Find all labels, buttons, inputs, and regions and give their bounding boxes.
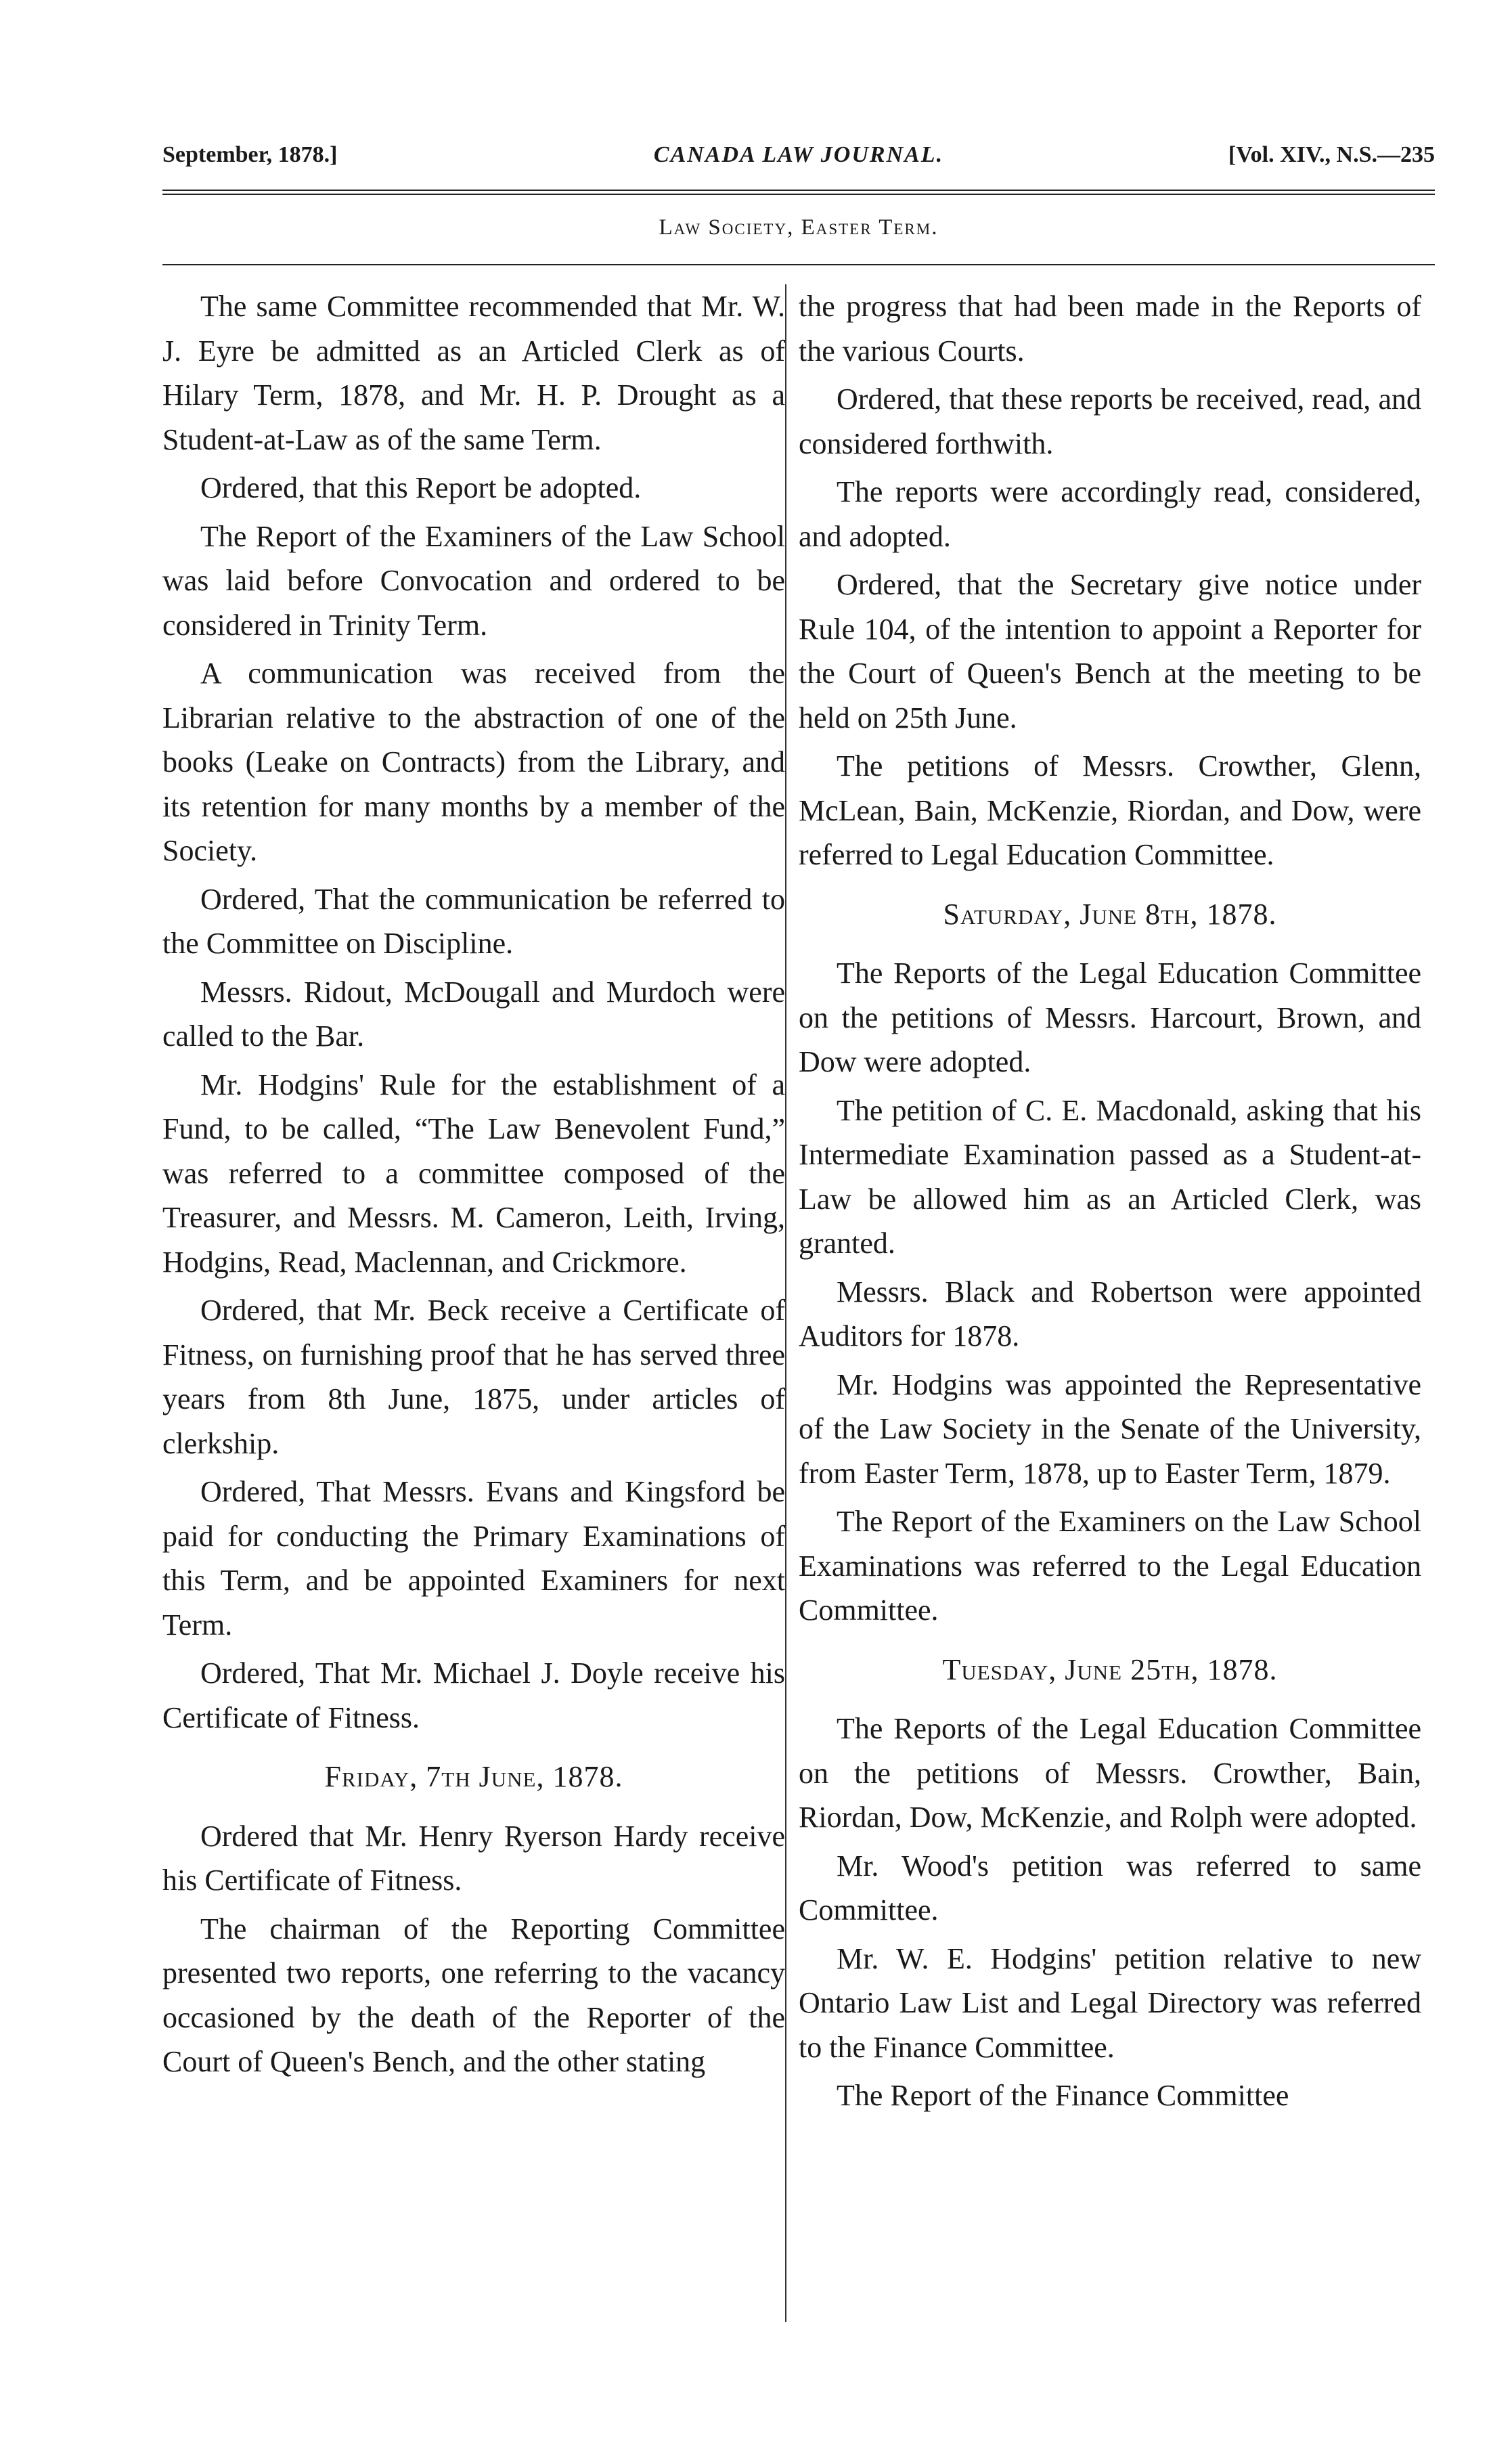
volume-page: [Vol. XIV., N.S.—235 — [1228, 142, 1435, 167]
column-divider — [785, 284, 786, 2322]
paragraph: Messrs. Ridout, McDougall and Murdoch were called to the Bar. — [162, 975, 785, 1053]
paragraph: Ordered that Mr. Henry Ryerson Hardy receive his Certificate of Fitness. — [162, 1819, 785, 1897]
left-column — [162, 284, 785, 2383]
paragraph: The chairman of the Reporting Committee presented two reports, one referring to the vacancy occasioned by the death of the Reporter of the Court of Queen's Bench, and the other stating — [162, 1912, 785, 2078]
paragraph: Ordered, that this Report be adopted. — [200, 471, 642, 504]
paragraph: The reports were accordingly read, considered, and adopted. — [799, 475, 1421, 553]
paragraph: Ordered, That Messrs. Evans and Kingsford be paid for conducting the Primary Examinations of this Term, and be appointed Examiners for next Term. — [162, 1475, 785, 1642]
header-rule-top — [162, 190, 1435, 191]
date-heading: Tuesday, June 25th, 1878. — [942, 1652, 1278, 1686]
paragraph: The Reports of the Legal Education Committee on the petitions of Messrs. Crowther, Bain, Riordan, Dow, McKenzie, and Rolph were adopted. — [799, 1712, 1421, 1834]
section-title: Law Society, Easter Term. — [659, 215, 939, 240]
paragraph: The petition of C. E. Macdonald, asking that his Intermediate Examination passed as a Student-at-Law be allowed him as an Articled Clerk, was granted. — [799, 1093, 1421, 1260]
paragraph: Mr. Hodgins was appointed the Representative of the Law Society in the Senate of the University, from Easter Term, 1878, up to Easter Term, 1879. — [799, 1367, 1421, 1490]
paragraph: The Reports of the Legal Education Committee on the petitions of Messrs. Harcourt, Brown, and Dow were adopted. — [799, 956, 1421, 1078]
right-column — [799, 284, 1421, 2383]
journal-title: CANADA LAW JOURNAL. — [653, 142, 944, 167]
paragraph: Mr. W. E. Hodgins' petition relative to new Ontario Law List and Legal Directory was referred to the Finance Committee. — [799, 1941, 1421, 2064]
paragraph: Mr. Wood's petition was referred to same Committee. — [799, 1849, 1421, 1927]
paragraph: Ordered, that the Secretary give notice under Rule 104, of the intention to appoint a Reporter for the Court of Queen's Bench at the meeting to be held on 25th June. — [799, 568, 1421, 734]
header-rule-bottom — [162, 194, 1435, 195]
date-heading: Friday, 7th June, 1878. — [324, 1760, 623, 1793]
paragraph: Messrs. Black and Robertson were appointed Auditors for 1878. — [799, 1275, 1421, 1353]
paragraph: The Report of the Examiners on the Law School Examinations was referred to the Legal Education Committee. — [799, 1505, 1421, 1627]
section-rule — [162, 264, 1435, 265]
paragraph: The petitions of Messrs. Crowther, Glenn, McLean, Bain, McKenzie, Riordan, and Dow, were referred to Legal Education Committee. — [799, 749, 1421, 871]
paragraph: A communication was received from the Librarian relative to the abstraction of one of the books (Leake on Contracts) from the Library, and its retention for many months by a member of the Society. — [162, 657, 785, 867]
paragraph: Mr. Hodgins' Rule for the establishment of a Fund, to be called, “The Law Benevolent Fund,” was referred to a committee composed of the Treasurer, and Messrs. M. Cameron, Leith, Irving, Hodgins, Read, Maclennan, and Crickmore. — [162, 1068, 785, 1279]
paragraph: The Report of the Finance Committee — [837, 2079, 1289, 2112]
running-head — [162, 142, 1435, 180]
paragraph: Ordered, that Mr. Beck receive a Certificate of Fitness, on furnishing proof that he has served three years from 8th June, 1875, under articles of clerkship. — [162, 1294, 785, 1460]
date-heading: Saturday, June 8th, 1878. — [943, 897, 1277, 931]
paragraph: Ordered, That Mr. Michael J. Doyle receive his Certificate of Fitness. — [162, 1656, 785, 1734]
paragraph: The same Committee recommended that Mr. W. J. Eyre be admitted as an Articled Clerk as of Hilary Term, 1878, and Mr. H. P. Drought as a Student-at-Law as of the same Term. — [162, 290, 785, 456]
paragraph: The Report of the Examiners of the Law School was laid before Convocation and ordered to be considered in Trinity Term. — [162, 519, 785, 642]
paragraph-continued: the progress that had been made in the Reports of the various Courts. — [799, 290, 1421, 368]
paragraph: Ordered, That the communication be referred to the Committee on Discipline. — [162, 882, 785, 960]
issue-date: September, 1878.] — [162, 142, 338, 167]
paragraph: Ordered, that these reports be received, read, and considered forthwith. — [799, 382, 1421, 460]
